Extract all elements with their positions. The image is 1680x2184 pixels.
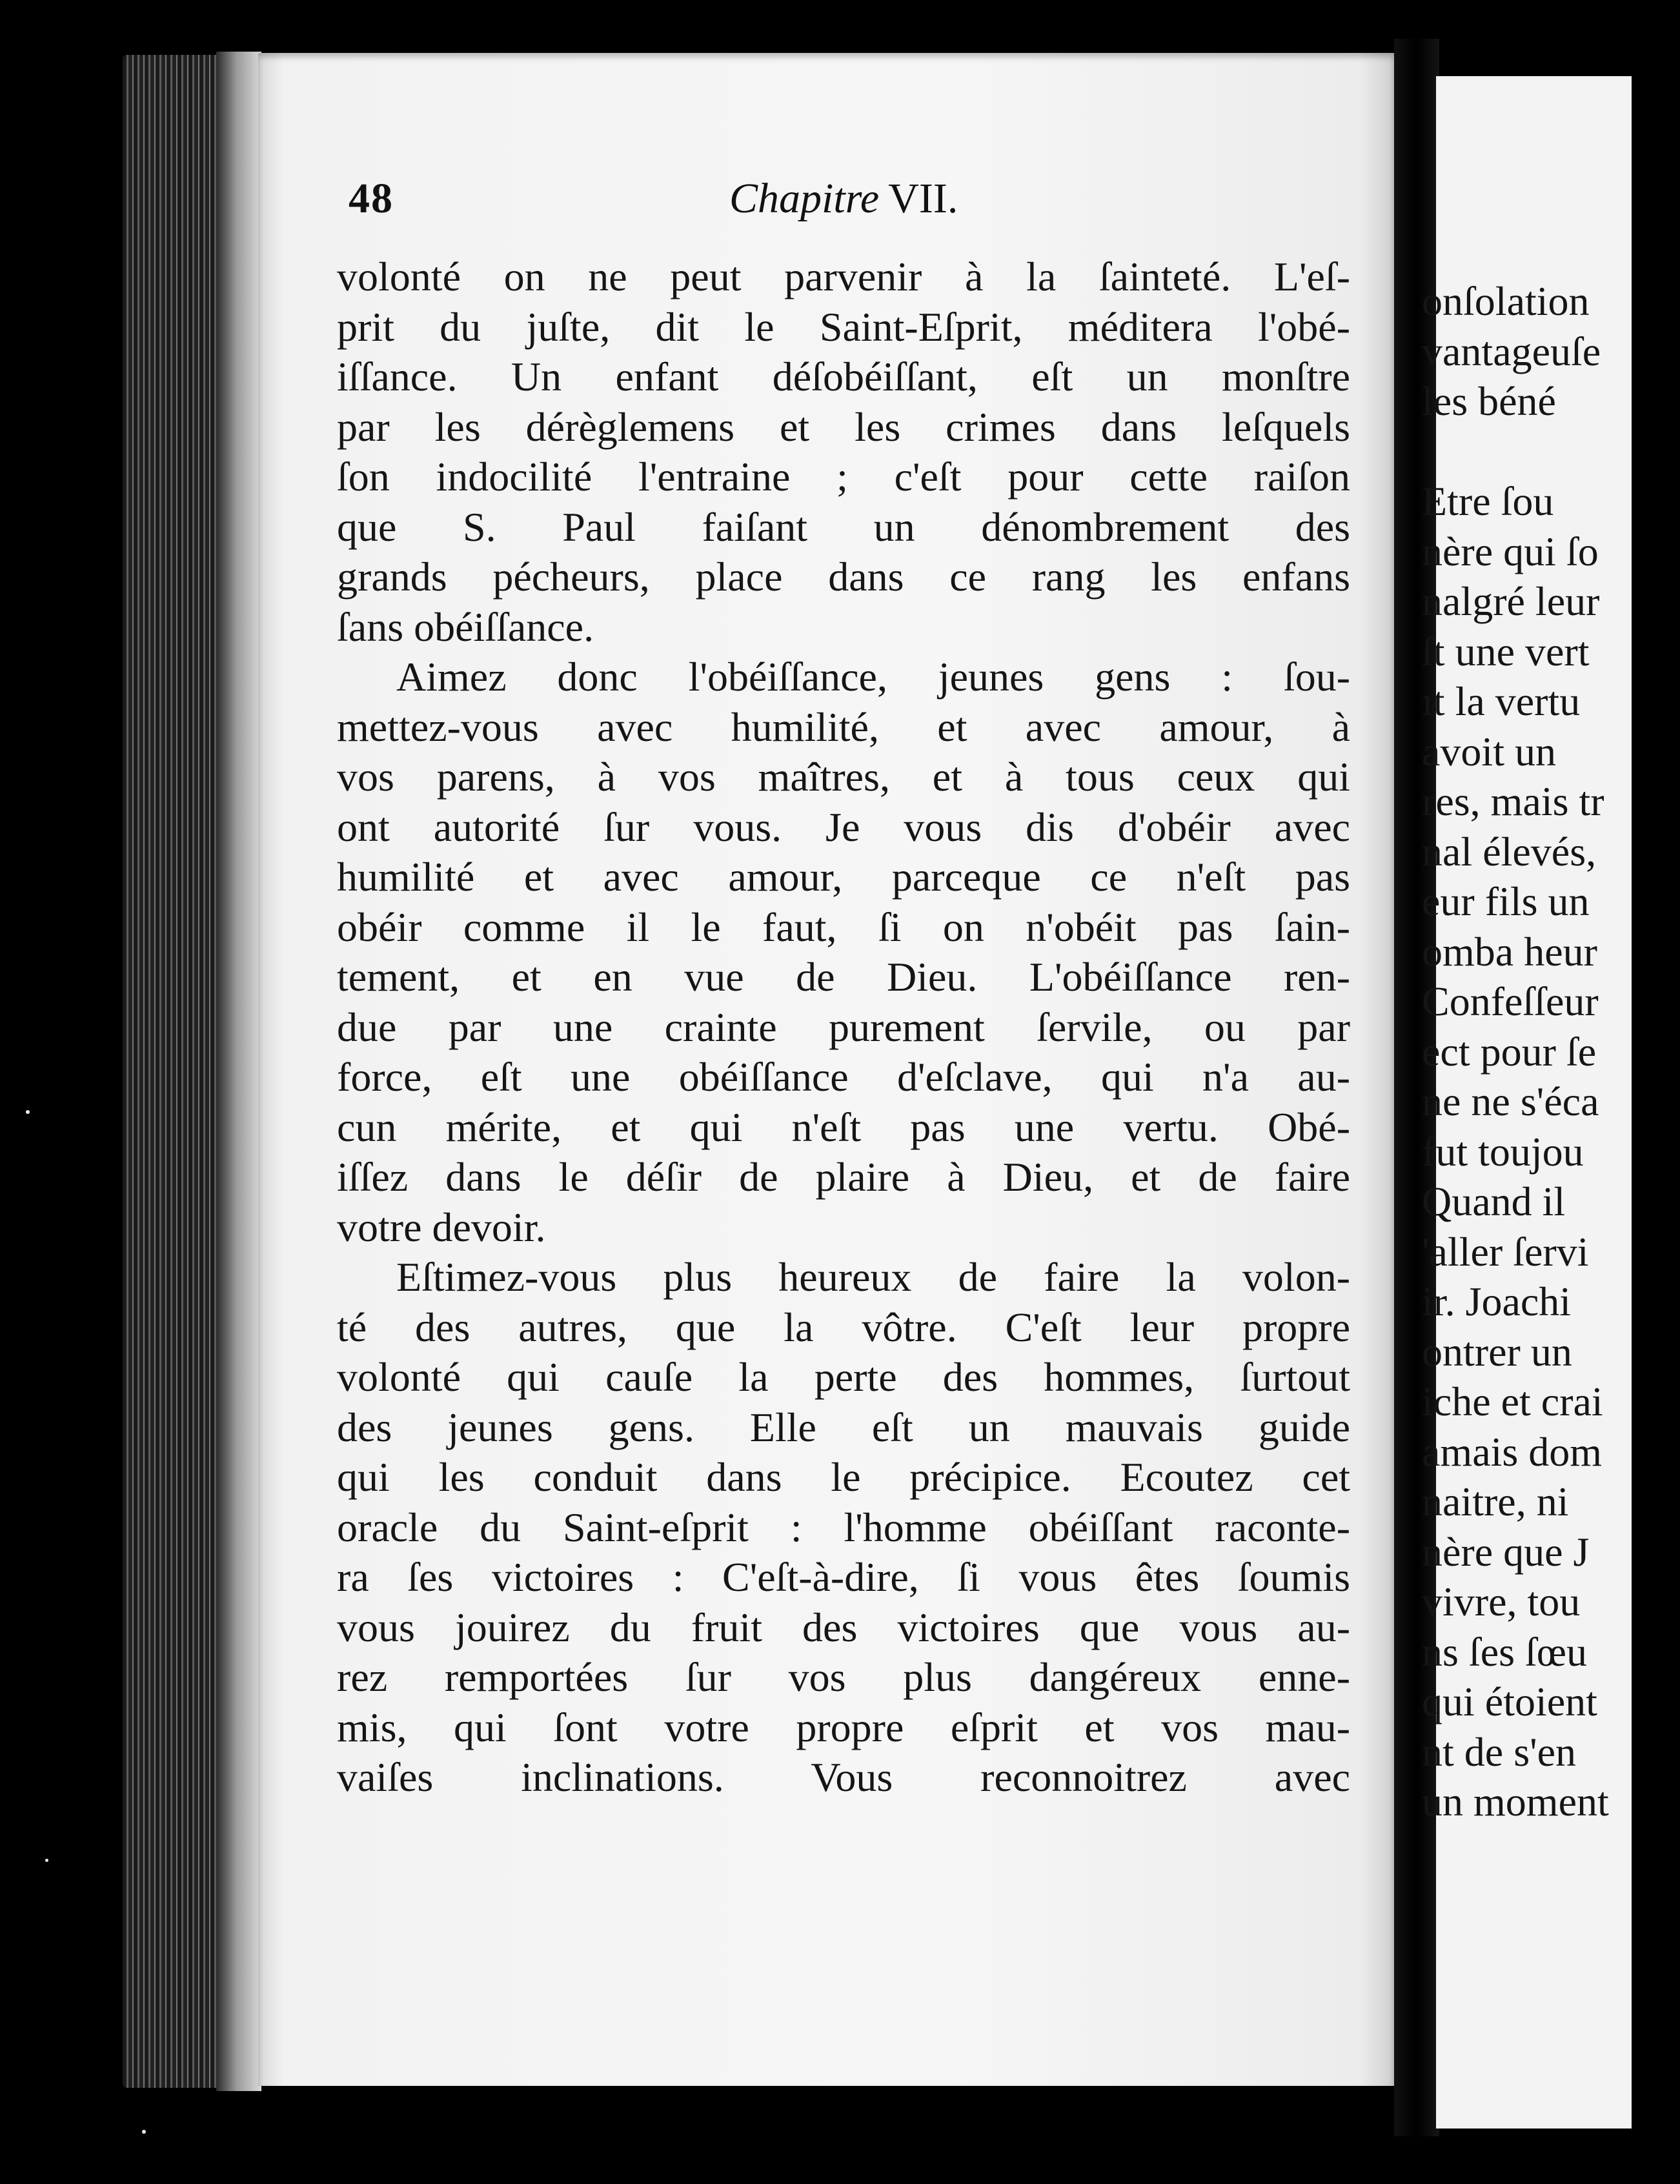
fragment-line: onſolation — [1422, 278, 1590, 324]
text-line: cun mérite, et qui n'eſt pas une vertu. Obé- — [337, 1104, 1350, 1150]
text-line: Eſtimez-vous plus heureux de faire la volon- — [396, 1254, 1350, 1300]
fragment-line: ns ſes ſœu — [1422, 1628, 1587, 1675]
dust-speck — [142, 2130, 146, 2134]
text-line: mis, qui ſont votre propre eſprit et vos mau- — [337, 1704, 1350, 1750]
text-line: tement, et en vue de Dieu. L'obéiſſance ren- — [337, 954, 1350, 1000]
text-line: humilité et avec amour, parceque ce n'eſt pas — [337, 854, 1350, 900]
fragment-line: amais dom — [1422, 1428, 1603, 1475]
fragment-line: 'aller ſervi — [1422, 1228, 1589, 1275]
text-line: ſon indocilité l'entraine ; c'eſt pour cette raiſon — [337, 454, 1350, 500]
fragment-line: ſt une vert — [1422, 628, 1590, 674]
fragment-line: naitre, ni — [1422, 1479, 1569, 1524]
fragment-line: nalgré leur — [1422, 578, 1600, 624]
text-line: rez remportées ſur vos plus dangéreux enne- — [337, 1654, 1350, 1700]
text-line: iſſez dans le déſir de plaire à Dieu, et de faire — [337, 1154, 1350, 1200]
page-header — [349, 174, 1355, 245]
fragment-line: iche et crai — [1422, 1379, 1603, 1424]
text-line: vaiſes inclinations. Vous reconnoitrez avec — [337, 1754, 1350, 1800]
text-line: ont autorité ſur vous. Je vous dis d'obéir avec — [337, 804, 1350, 850]
fragment-line: ıt la vertu — [1422, 678, 1581, 724]
fragment-line: Confeſſeur — [1422, 978, 1599, 1024]
text-line: par les dérèglemens et les crimes dans leſquels — [337, 403, 1350, 450]
text-line: iſſance. Un enfant déſobéiſſant, eſt un monſtre — [337, 354, 1350, 399]
fragment-line: vantageuſe — [1422, 328, 1601, 374]
text-line: mettez-vous avec humilité, et avec amour, à — [337, 703, 1350, 750]
page-edge-highlight — [216, 52, 261, 2091]
text-line: obéir comme il le faut, ſi on n'obéit pas ſain- — [337, 904, 1350, 950]
text-line: que S. Paul faiſant un dénombrement des — [337, 503, 1350, 550]
right-page-text — [1422, 276, 1680, 1827]
fragment-line: fut toujou — [1422, 1128, 1584, 1175]
text-line: grands pécheurs, place dans ce rang les enfans — [337, 554, 1350, 600]
fragment-line: les béné — [1422, 378, 1556, 424]
text-line: volonté on ne peut parvenir à la ſainteté. L'eſ- — [337, 254, 1350, 299]
fragment-line: ne ne s'éca — [1422, 1078, 1599, 1124]
dust-speck — [26, 1110, 30, 1114]
fragment-line: omba heur — [1422, 928, 1597, 975]
fragment-line: nère que J — [1422, 1528, 1590, 1575]
text-line: vous jouirez du fruit des victoires que vous au- — [337, 1604, 1350, 1650]
fragment-line: nal élevés, — [1422, 828, 1597, 875]
fragment-line: eur fils un — [1422, 878, 1590, 924]
fragment-line: ir. Joachi — [1422, 1279, 1572, 1324]
dust-speck — [45, 1859, 48, 1862]
text-line: Aimez donc l'obéiſſance, jeunes gens : ſou- — [396, 654, 1350, 700]
running-title-word: Chapitre — [729, 175, 880, 222]
text-line: votre devoir. — [337, 1204, 546, 1250]
text-line: ra ſes victoires : C'eſt-à-dire, ſi vous êtes ſoumis — [337, 1554, 1350, 1600]
fragment-line: nt de s'en — [1422, 1728, 1577, 1775]
fragment-line: avoit un — [1422, 728, 1556, 774]
text-line: due par une crainte purement ſervile, ou par — [337, 1004, 1350, 1050]
text-line: prit du juſte, dit le Saint-Eſprit, méditera l'obé- — [337, 303, 1350, 350]
right-page-fragment — [1422, 76, 1632, 2128]
text-line: té des autres, que la vôtre. C'eſt leur propre — [337, 1304, 1350, 1350]
fragment-line: Etre ſou — [1422, 478, 1554, 524]
text-line: volonté qui cauſe la perte des hommes, ſurtout — [337, 1354, 1350, 1400]
text-line: qui les conduit dans le précipice. Ecoutez cet — [337, 1454, 1350, 1500]
body-text — [337, 252, 1350, 1803]
page-number: 48 — [349, 175, 394, 222]
fragment-line: ontrer un — [1422, 1328, 1572, 1375]
fragment-line: qui étoient — [1422, 1679, 1597, 1724]
fragment-line: Quand il — [1422, 1178, 1566, 1224]
running-title — [729, 174, 958, 223]
fragment-line: ect pour ſe — [1422, 1028, 1597, 1075]
fragment-line: vivre, tou — [1422, 1579, 1581, 1624]
chapter-number: VII. — [888, 175, 958, 222]
fragment-line: nère qui ſo — [1422, 528, 1599, 574]
fragment-line: un moment — [1422, 1779, 1609, 1825]
text-line: vos parens, à vos maîtres, et à tous ceux qui — [337, 754, 1350, 800]
text-line: des jeunes gens. Elle eſt un mauvais guide — [337, 1404, 1350, 1450]
text-line: force, eſt une obéiſſance d'eſclave, qui n'a au- — [337, 1054, 1350, 1100]
fragment-line: res, mais tr — [1422, 778, 1604, 824]
text-line: ſans obéiſſance. — [337, 603, 594, 650]
fragment-line — [1422, 427, 1680, 477]
text-line: oracle du Saint-eſprit : l'homme obéiſſant raconte- — [337, 1504, 1350, 1550]
